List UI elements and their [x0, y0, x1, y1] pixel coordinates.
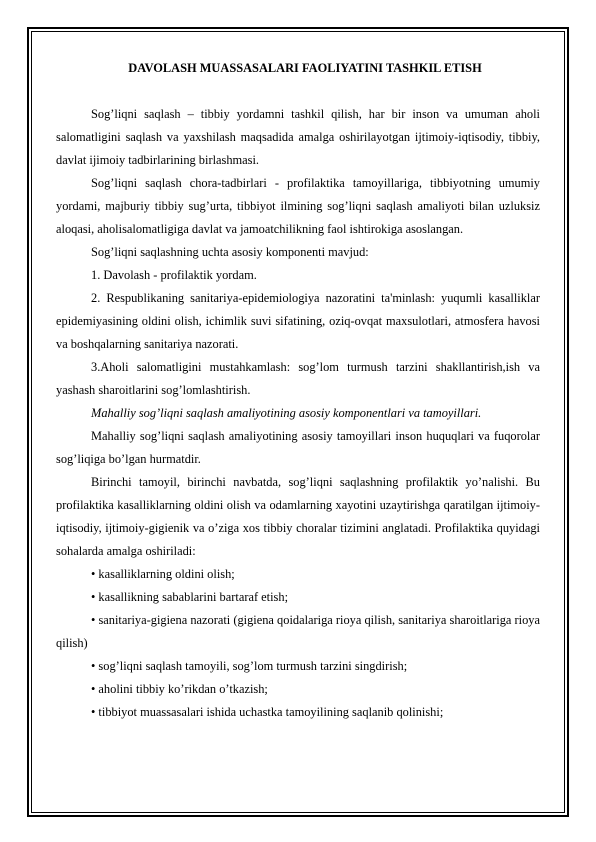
paragraph-measures: Sog’liqni saqlash chora-tadbirlari - profilaktika tamoyillariga, tibbiyotning umumiy yordami, majburiy tibbiy sug’urta, tibbiyot ilmining sog’liqni saqlash amaliyoti bilan uzluksiz aloqasi, aholisalomatligiga davlat va jamoatchilikning faol ishtirokiga asoslangan.: [56, 176, 540, 236]
bullet-item: • kasalliklarning oldini olish;: [91, 567, 235, 581]
section-heading-italic: Mahalliy sog’liqni saqlash amaliyotining asosiy komponentlari va tamoyillari.: [91, 406, 482, 420]
list-item-component-3: 3.Aholi salomatligini mustahkamlash: sog’lom turmush tarzini shakllantirish,ish va yashash sharoitlarini sog’lomlashtirish.: [56, 360, 540, 397]
paragraph-components-intro: Sog’liqni saqlashning uchta asosiy komponenti mavjud:: [91, 245, 369, 259]
bullet-item: • aholini tibbiy ko’rikdan o’tkazish;: [91, 682, 268, 696]
bullet-item: • tibbiyot muassasalari ishida uchastka tamoyilining saqlanib qolinishi;: [91, 705, 444, 719]
paragraph-first-principle: Birinchi tamoyil, birinchi navbatda, sog’liqni saqlashning profilaktik yo’nalishi. Bu profilaktika kasalliklarning oldini olish va odamlarning xayotini uzaytirishga qaratilgan ijtimoiy-iqtisodiy, ijtimoiy-gigienik va o’ziga xos tibbiy choralar tizimini anglatadi. Profilaktika quyidagi sohalarda amalga oshiriladi:: [56, 475, 540, 558]
list-item-component-2: 2. Respublikaning sanitariya-epidemiologiya nazoratini ta'minlash: yuqumli kasalliklar epidemiyasining oldini olish, ichimlik suvi sifatining, oziq-ovqat maxsulotlari, atmosfera havosi va boshqalarning sanitariya nazorati.: [56, 291, 540, 351]
paragraph-principles: Mahalliy sog’liqni saqlash amaliyotining asosiy tamoyillari inson huquqlari va fuqorolar sog’liqiga bo’lgan hurmatdir.: [56, 429, 540, 466]
bullet-item: • kasallikning sabablarini bartaraf etish;: [91, 590, 289, 604]
document-title: DAVOLASH MUASSASALARI FAOLIYATINI TASHKIL ETISH: [128, 61, 482, 75]
document-body: [56, 57, 540, 724]
bullet-item: • sanitariya-gigiena nazorati (gigiena qoidalariga rioya qilish, sanitariya sharoitlariga rioya qilish): [56, 613, 540, 650]
list-item-component-1: 1. Davolash - profilaktik yordam.: [91, 268, 257, 282]
paragraph-definition: Sog’liqni saqlash – tibbiy yordamni tashkil qilish, har bir inson va umuman aholi salomatligini saqlash va yaxshilash maqsadida amalga oshirilayotgan ijtimoiy-iqtisodiy, tibbiy, davlat ijimoiy tadbirlarining birlashmasi.: [56, 107, 540, 167]
bullet-item: • sog’liqni saqlash tamoyili, sog’lom turmush tarzini singdirish;: [91, 659, 408, 673]
